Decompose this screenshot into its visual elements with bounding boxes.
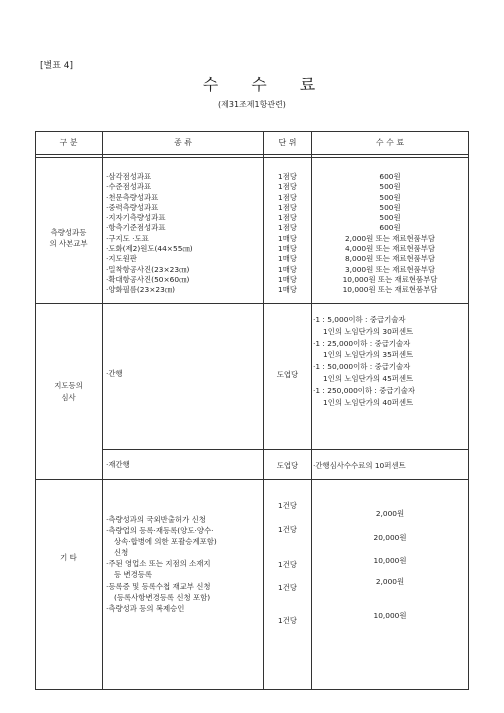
section1-fee-list [312, 172, 468, 296]
list-item: ·삼각점성과표 [106, 172, 152, 181]
list-item: 1인의 노임단가의 35퍼센트 [323, 350, 414, 360]
section2-kind-republish: ·재간행 [106, 460, 130, 469]
list-item: 10,000원 또는 재료현품부담 [342, 285, 438, 295]
section3-fee-3: 10,000원 [373, 556, 407, 565]
list-item: 1점당 [278, 223, 297, 233]
header-unit: 단 위 [278, 138, 297, 147]
list-item: ·양화필름(23×23㎝) [106, 285, 176, 295]
list-item: 1인의 노임단가의 40퍼센트 [323, 397, 414, 407]
list-item: 1매당 [278, 274, 297, 284]
page-title: 수 수 료 [202, 75, 330, 94]
list-item: 1인의 노임단가의 30퍼센트 [323, 326, 414, 336]
list-item: ·확대항공사진(50×60㎝) [106, 274, 190, 284]
header-fee: 수 수 료 [375, 138, 405, 147]
list-item: ·측량성과의 국외반출허가 신청 [106, 515, 206, 524]
list-item: ·수준점성과표 [106, 182, 152, 192]
section3-category: 기 타 [60, 553, 77, 562]
list-item: 10,000원 또는 재료현품부담 [342, 274, 438, 284]
list-item: ·밀착항공사진(23×23㎝) [106, 264, 190, 274]
list-item: 1매당 [278, 233, 297, 243]
list-item: 1점당 [278, 192, 297, 202]
list-item: 500원 [379, 202, 401, 212]
section3-unit-5: 1건당 [278, 616, 297, 625]
section3-fee-4: 2,000원 [375, 577, 405, 586]
section2-kind-publish: ·간행 [106, 369, 123, 378]
list-item: 1매당 [278, 285, 297, 295]
section3-unit-2: 1건당 [278, 525, 297, 534]
list-item: ·천문측량성과표 [106, 192, 159, 202]
section3-unit-1: 1건당 [278, 501, 297, 510]
list-item: 500원 [379, 192, 401, 202]
section2-unit-republish: 도엽당 [276, 461, 299, 470]
list-item: ·지자기측량성과표 [106, 213, 166, 223]
list-item: 상속·합병에 의한 포괄승계포함) [114, 537, 217, 547]
section1-category-line2: 의 사본교부 [49, 239, 88, 248]
list-item: ·측량업의 등록·재등록(양도·양수· [106, 526, 214, 536]
list-item: 600원 [379, 223, 401, 233]
list-item: ·측량성과 등의 복제승인 [106, 603, 185, 613]
list-item: ·등록증 및 등록수첩 재교부 신청 [106, 581, 211, 591]
section2-category-line2: 심사 [61, 393, 76, 402]
list-item: 500원 [379, 182, 401, 192]
list-item: 2,000원 또는 재료현품부담 [344, 233, 436, 243]
section1-kind-list [106, 172, 193, 296]
list-item: 3,000원 또는 재료현품부담 [344, 264, 436, 274]
appendix-tag: [별표 4] [40, 61, 73, 71]
fee-table [35, 131, 469, 690]
section1-category-line1: 측량성과등 [50, 228, 87, 237]
list-item: 600원 [379, 172, 401, 181]
section3-fee-1: 2,000원 [375, 509, 405, 518]
list-item: ·1 : 5,000이하 : 중급기술자 [313, 315, 406, 324]
list-item: ·1 : 25,000이하 : 중급기술자 [313, 338, 411, 348]
list-item: (등록사항변경등록 신청 포함) [114, 592, 211, 602]
section2-unit-publish: 도엽당 [276, 370, 299, 379]
list-item: ·주된 영업소 또는 지점의 소재지 [106, 559, 211, 569]
list-item: 4,000원 또는 재료현품부담 [344, 244, 436, 254]
list-item: 신청 [114, 548, 129, 558]
list-item: 1매당 [278, 244, 297, 254]
section3-unit-4: 1건당 [278, 583, 297, 592]
list-item: 1점당 [278, 182, 297, 192]
section1-unit-list [264, 172, 311, 296]
section2-fee-republish: ·간행심사수수료의 10퍼센트 [313, 461, 406, 470]
list-item: 1점당 [278, 213, 297, 223]
section2-category-line1: 지도등의 [54, 381, 83, 390]
list-item: ·항측기준점성과표 [106, 223, 166, 233]
list-item: ·1 : 50,000이하 : 중급기술자 [313, 362, 411, 372]
list-item: 1인의 노임단가의 45퍼센트 [323, 373, 414, 383]
list-item: 1점당 [278, 172, 297, 181]
list-item: 1점당 [278, 202, 297, 212]
section3-unit-3: 1건당 [278, 560, 297, 569]
list-item: ·1 : 250,000이하 : 중급기술자 [313, 385, 415, 395]
list-item: 1매당 [278, 264, 297, 274]
section2-fee-publish [313, 314, 415, 408]
section3-kind-list [106, 514, 217, 614]
list-item: 1매당 [278, 254, 297, 264]
header-category: 구 분 [59, 138, 78, 147]
list-item: 등 변경등록 [114, 570, 153, 580]
section3-fee-5: 10,000원 [373, 611, 407, 620]
page-subtitle: (제31조제1항관련) [218, 100, 286, 109]
list-item: ·중력측량성과표 [106, 202, 159, 212]
section3-fee-2: 20,000원 [373, 533, 407, 542]
list-item: ·도화(제2)원도(44×55㎝) [106, 244, 193, 254]
list-item: 8,000원 또는 재료현품부담 [344, 254, 436, 264]
list-item: ·지도원판 [106, 254, 137, 264]
list-item: ·구지도 ·도표 [106, 233, 149, 243]
list-item: 500원 [379, 213, 401, 223]
header-kind: 종 류 [174, 138, 192, 147]
